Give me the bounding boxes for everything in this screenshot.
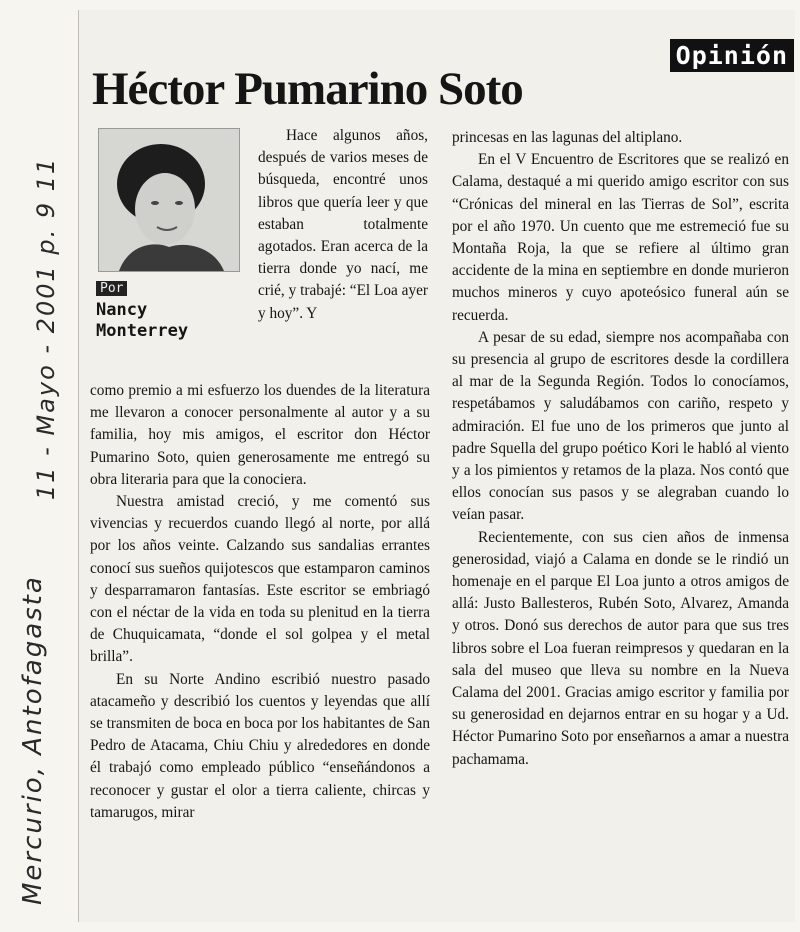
intro-paragraph: Hace algunos años, después de varios meses de búsqueda, encontré unos libros que quería leer y que estaban totalmente agotados. Eran acerca de la tierra donde yo nací, me crié, y trabajé: “El Loa ayer y hoy”. Y [258,127,428,322]
author-last-name: Monterrey [96,321,189,341]
intro-paragraph-column [258,125,428,325]
article-paragraph: Nuestra amistad creció, y me comentó sus vivencias y recuerdos cuando llegó al norte, por allá por los años veinte. Calzando sus sandalias errantes conocí sus sueños quijotescos que estamparon caminos y desparramaron fantasías. Este escritor se embriagó con el néctar de la vida en toda su plenitud en la tierra de Chuquicamata, “donde el sol golpea y el metal brilla”. [90,493,430,666]
article-headline: Héctor Pumarino Soto [92,63,523,115]
article-paragraph: A pesar de su edad, siempre nos acompañaba con su presencia al grupo de escritores desde la cordillera al mar de la Segunda Región. Todos lo conocíamos, respetábamos y saludábamos con cariño, respeto y admiración. El fue uno de los primeros que junto al padre Squella del grupo poético Kori le habló al viento y a los pimientos y retamos de la plaza. Nos contó que ellos conocían sus pasos y se alegraban cuando lo veían pasar. [452,328,789,524]
left-article-column [90,380,430,824]
article-paragraph: En el V Encuentro de Escritores que se realizó en Calama, destaqué a mi querido amigo escritor con sus “Crónicas del mineral en las Tierras de Sol”, escrita por el año 1970. Un cuento que me estremeció fue su Montaña Roja, la que se refiere al último gran accidente de la mina en septiembre en donde murieron muchos mineros y cuyo apoteósico funeral aún se recuerda. [452,151,789,324]
handwritten-source-note: Mercurio, Antofagasta [18,575,48,905]
author-photo [98,128,240,272]
article-paragraph: princesas en las lagunas del altiplano. [452,129,683,146]
section-tag: Opinión [670,39,794,72]
byline-label: Por [96,281,127,296]
right-article-column [452,127,789,771]
author-first-name: Nancy [96,300,148,320]
author-name [96,300,188,342]
article-paragraph: Recientemente, con sus cien años de inmensa generosidad, viajó a Calama en donde se le rindió un homenaje en el parque El Loa junto a otros amigos de allá: Justo Ballesteros, Rubén Soto, Alvarez, Amanda y otros. Donó sus derechos de autor para que sus tres libros sobre el Loa fueran reimpresos y quedaran en la sala del museo que lleva su nombre en la Nueva Calama del 2001. Gracias amigo escritor y familia por su generosidad en dejarnos entrar en su hogar y a Ud. Héctor Pumarino Soto por enseñarnos a amar a nuestra pachamama. [452,528,789,768]
portrait-image [99,129,239,271]
article-paragraph: En su Norte Andino escribió nuestro pasado atacameño y describió los cuentos y leyendas que allí se transmiten de boca en boca por los habitantes de San Pedro de Atacama, Chiu Chiu y alrededores en donde él trabajó como empleado público “enseñándonos a reconocer y gustar el olor a tierra caliente, chircas y tamarugos, mirar [90,670,430,821]
handwritten-date-note: 11 - Mayo - 2001 p. 9 11 [32,156,60,500]
article-paragraph: como premio a mi esfuerzo los duendes de la literatura me llevaron a conocer personalmente al autor y a su familia, hoy mis amigos, el escritor don Héctor Pumarino Soto, quien generosamente me entregó su obra literaria para que la conociera. [90,382,430,488]
